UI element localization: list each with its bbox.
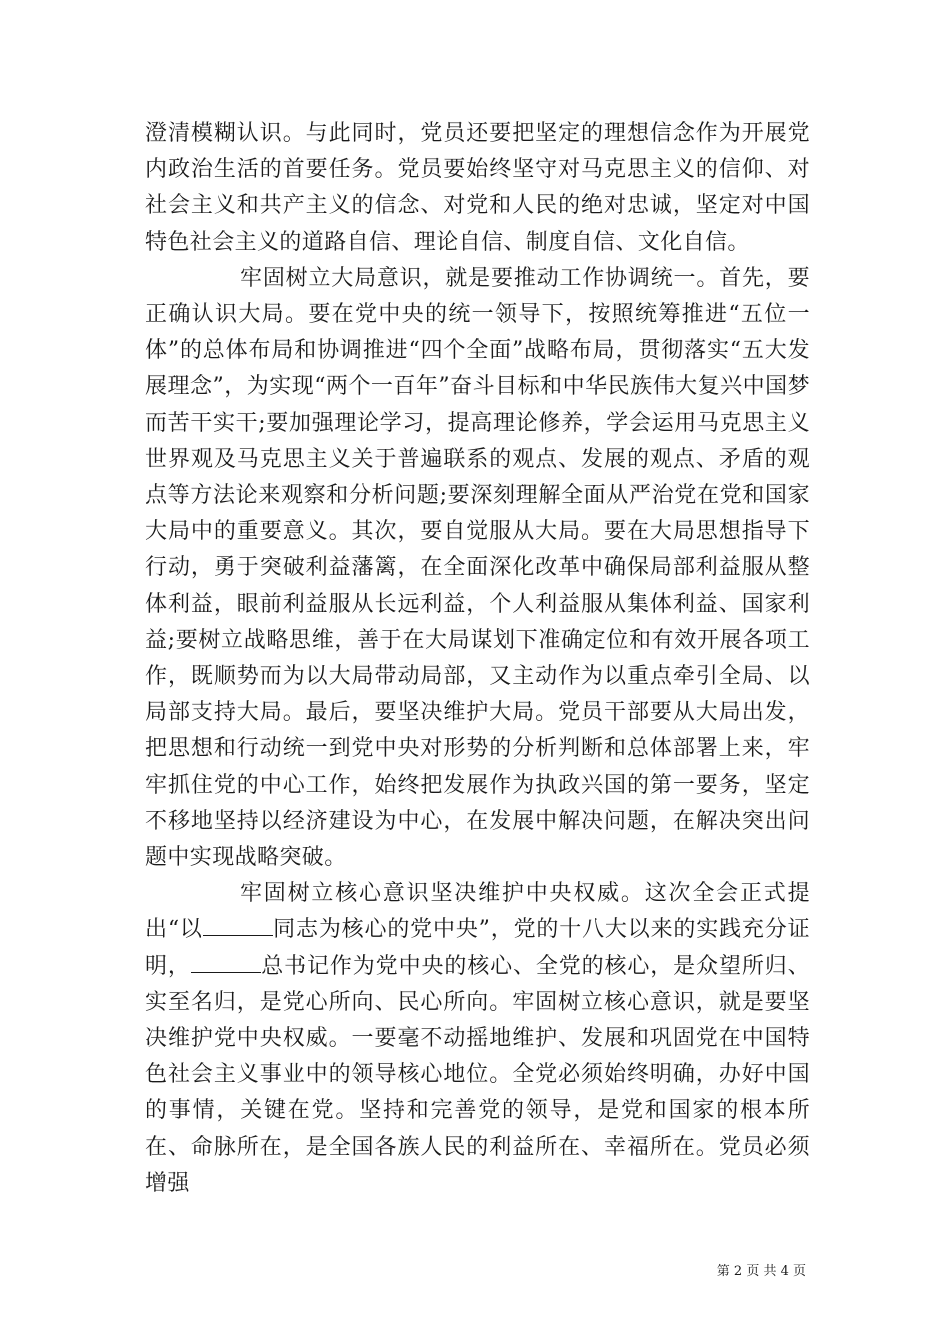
paragraph-3-part-2: 同志为核心的党中央”，党的十八大以来的实践充分证明， — [145, 917, 810, 979]
name-blank-2 — [191, 952, 261, 973]
paragraph-3 — [145, 876, 810, 1202]
paragraph-1: 澄清模糊认识。与此同时，党员还要把坚定的理想信念作为开展党内政治生活的首要任务。党员要始终坚守对马克思主义的信仰、对社会主义和共产主义的信念、对党和人民的绝对忠诚，坚定对中国特色社会主义的道路自信、理论自信、制度自信、文化自信。 — [145, 121, 810, 255]
paragraph-3-part-1: 牢固树立核心意识坚决维护中央权威。这次全会正式提出“以 — [145, 881, 810, 943]
page-number-footer: 第 2 页 共 4 页 — [716, 1264, 806, 1279]
name-blank-1 — [203, 915, 273, 936]
document-body — [145, 116, 810, 1202]
paragraph-2: 牢固树立大局意识，就是要推动工作协调统一。首先，要正确认识大局。要在党中央的统一领导下，按照统筹推进“五位一体”的总体布局和协调推进“四个全面”战略布局，贯彻落实“五大发展理念”，为实现“两个一百年”奋斗目标和中华民族伟大复兴中国梦而苦干实干;要加强理论学习，提高理论修养，学会运用马克思主义世界观及马克思主义关于普遍联系的观点、发展的观点、矛盾的观点等方法论来观察和分析问题;要深刻理解全面从严治党在党和国家大局中的重要意义。其次，要自觉服从大局。要在大局思想指导下行动，勇于突破利益藩篱，在全面深化改革中确保局部利益服从整体利益，眼前利益服从长远利益，个人利益服从集体利益、国家利益;要树立战略思维，善于在大局谋划下准确定位和有效开展各项工作，既顺势而为以大局带动局部，又主动作为以重点牵引全局、以局部支持大局。最后，要坚决维护大局。党员干部要从大局出发，把思想和行动统一到党中央对形势的分析判断和总体部署上来，牢牢抓住党的中心工作，始终把发展作为执政兴国的第一要务，坚定不移地坚持以经济建设为中心，在发展中解决问题，在解决突出问题中实现战略突破。 — [145, 265, 810, 871]
paragraph-3-part-3: 总书记作为党中央的核心、全党的核心，是众望所归、实至名归，是党心所向、民心所向。牢固树立核心意识，就是要坚决维护党中央权威。一要毫不动摇地维护、发展和巩固党在中国特色社会主义事业中的领导核心地位。全党必须始终明确，办好中国的事情，关键在党。坚持和完善党的领导，是党和国家的根本所在、命脉所在，是全国各族人民的利益所在、幸福所在。党员必须增强 — [145, 953, 810, 1196]
